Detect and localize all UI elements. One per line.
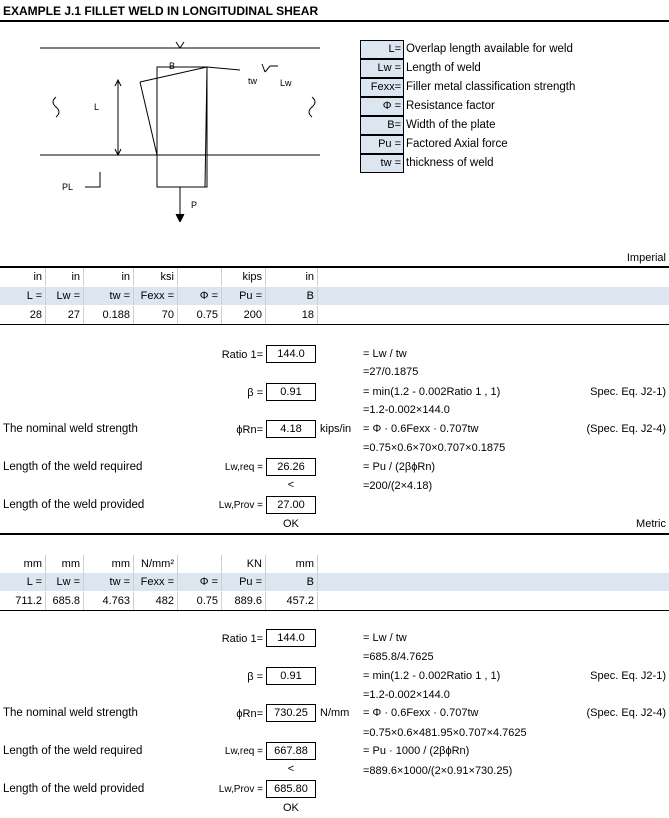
value-cell[interactable]: 482	[134, 592, 178, 610]
page-title: EXAMPLE J.1 FILLET WELD IN LONGITUDINAL SHEAR	[3, 4, 319, 18]
lprov-label: Lw,Prov =	[218, 500, 263, 511]
values-row	[0, 592, 669, 610]
lreq-calc: =200/(2×4.18)	[363, 480, 433, 492]
lreq-label: Lw,req =	[224, 462, 263, 473]
value-cell[interactable]: 889.6	[222, 592, 266, 610]
length-required-label: Length of the weld required	[3, 745, 143, 757]
lprov-value: 685.80	[266, 780, 316, 798]
symbol-cell: B	[266, 287, 318, 305]
ratio-label: Ratio 1=	[221, 349, 263, 361]
value-cell[interactable]: 200	[222, 306, 266, 324]
unit-cell: KN	[222, 555, 266, 573]
legend-sym: B=	[360, 116, 404, 135]
symbol-cell: Pu =	[222, 287, 266, 305]
value-cell[interactable]: 4.763	[84, 592, 134, 610]
table-bottom-border	[0, 610, 669, 611]
value-cell[interactable]: 0.188	[84, 306, 134, 324]
beta-calc: =1.2-0.002×144.0	[363, 689, 450, 701]
value-cell[interactable]: 18	[266, 306, 318, 324]
legend-sym: tw =	[360, 154, 404, 173]
phiRn-formula: = Φ · 0.6Fexx · 0.707tw	[363, 707, 479, 719]
unit-cell: in	[84, 268, 134, 286]
value-cell[interactable]: 0.75	[178, 592, 222, 610]
ok-status: OK	[283, 802, 299, 814]
symbol-cell: L =	[0, 573, 46, 591]
beta-formula: = min(1.2 - 0.002Ratio 1 , 1)	[363, 386, 501, 398]
lreq-value: 26.26	[266, 458, 316, 476]
nominal-strength-label: The nominal weld strength	[3, 423, 138, 435]
lprov-label: Lw,Prov =	[218, 784, 263, 795]
nominal-strength-label: The nominal weld strength	[3, 707, 138, 719]
phiRn-formula: = Φ · 0.6Fexx · 0.707tw	[363, 423, 479, 435]
value-cell[interactable]: 685.8	[46, 592, 84, 610]
lreq-label: Lw,req =	[224, 746, 263, 757]
beta-formula: = min(1.2 - 0.002Ratio 1 , 1)	[363, 670, 501, 682]
phiRn-spec: (Spec. Eq. J2-4)	[586, 707, 666, 719]
units-row	[0, 268, 669, 286]
ok-status: OK	[283, 518, 299, 530]
phiRn-calc: =0.75×0.6×70×0.707×0.1875	[363, 442, 506, 454]
unit-cell: in	[46, 268, 84, 286]
legend-sym: L=	[360, 40, 404, 59]
weld-diagram	[0, 22, 350, 222]
imperial-label: Imperial	[626, 252, 666, 264]
symbol-cell: Φ =	[178, 573, 222, 591]
value-cell[interactable]: 70	[134, 306, 178, 324]
legend-desc: Factored Axial force	[406, 138, 508, 150]
symbols-row	[0, 287, 669, 305]
phiRn-spec: (Spec. Eq. J2-4)	[586, 423, 666, 435]
lreq-calc: =889.6×1000/(2×0.91×730.25)	[363, 765, 513, 777]
lreq-formula: = Pu / (2βϕRn)	[363, 461, 436, 473]
ratio-formula: = Lw / tw	[363, 632, 407, 644]
legend-desc: Overlap length available for weld	[406, 43, 573, 55]
legend-desc: Filler metal classification strength	[406, 81, 576, 93]
legend-sym: Fexx=	[360, 78, 404, 97]
legend-sym: Φ =	[360, 97, 404, 116]
legend-desc: Length of weld	[406, 62, 481, 74]
less-than-sign: <	[287, 479, 295, 491]
value-cell[interactable]: 28	[0, 306, 46, 324]
less-than-sign: <	[287, 763, 295, 775]
unit-cell: kips	[222, 268, 266, 286]
symbol-cell: L =	[0, 287, 46, 305]
symbol-cell: Lw =	[46, 573, 84, 591]
phiRn-unit: N/mm	[320, 707, 350, 719]
symbol-cell: B	[266, 573, 318, 591]
unit-cell: mm	[46, 555, 84, 573]
symbol-cell: tw =	[84, 573, 134, 591]
unit-cell: N/mm²	[134, 555, 178, 573]
diagram-B: B	[169, 61, 176, 71]
beta-value: 0.91	[266, 667, 316, 685]
length-provided-label: Length of the weld provided	[3, 783, 145, 795]
legend-desc: Width of the plate	[406, 119, 496, 131]
unit-cell	[178, 268, 222, 286]
beta-spec: Spec. Eq. J2-1)	[590, 386, 666, 398]
metric-label: Metric	[636, 518, 666, 530]
beta-label: β =	[247, 671, 263, 683]
ratio-formula: = Lw / tw	[363, 348, 407, 360]
unit-cell: in	[266, 268, 318, 286]
diagram-P: P	[191, 200, 198, 210]
values-row	[0, 306, 669, 324]
unit-cell	[178, 555, 222, 573]
units-row	[0, 555, 669, 573]
diagram-L: L	[94, 102, 100, 112]
lprov-value: 27.00	[266, 496, 316, 514]
symbol-cell: Φ =	[178, 287, 222, 305]
section-divider	[0, 533, 669, 535]
value-cell[interactable]: 27	[46, 306, 84, 324]
symbol-cell: Fexx =	[134, 287, 178, 305]
legend-desc: thickness of weld	[406, 157, 494, 169]
legend-sym: Lw =	[360, 59, 404, 78]
ratio-value: 144.0	[266, 629, 316, 647]
value-cell[interactable]: 457.2	[266, 592, 318, 610]
ratio-calc: =685.8/4.7625	[363, 651, 434, 663]
ratio-value: 144.0	[266, 345, 316, 363]
lreq-formula: = Pu · 1000 / (2βϕRn)	[363, 745, 470, 757]
symbols-row	[0, 573, 669, 591]
phiRn-calc: =0.75×0.6×481.95×0.707×4.7625	[363, 727, 527, 739]
phiRn-value: 4.18	[266, 420, 316, 438]
phiRn-value: 730.25	[266, 704, 316, 722]
lreq-value: 667.88	[266, 742, 316, 760]
phiRn-label: ϕRn=	[236, 708, 263, 720]
beta-label: β =	[247, 387, 263, 399]
beta-spec: Spec. Eq. J2-1)	[590, 670, 666, 682]
value-cell[interactable]: 711.2	[0, 592, 46, 610]
legend-sym: Pu =	[360, 135, 404, 154]
ratio-label: Ratio 1=	[221, 633, 263, 645]
unit-cell: ksi	[134, 268, 178, 286]
symbol-cell: Pu =	[222, 573, 266, 591]
value-cell[interactable]: 0.75	[178, 306, 222, 324]
diagram-PL: PL	[62, 182, 74, 192]
beta-value: 0.91	[266, 383, 316, 401]
diagram-tw: tw	[248, 76, 257, 86]
table-bottom-border	[0, 324, 669, 325]
unit-cell: mm	[0, 555, 46, 573]
symbol-cell: Lw =	[46, 287, 84, 305]
length-required-label: Length of the weld required	[3, 461, 143, 473]
phiRn-unit: kips/in	[320, 423, 352, 435]
ratio-calc: =27/0.1875	[363, 366, 419, 378]
unit-cell: mm	[266, 555, 318, 573]
legend-desc: Resistance factor	[406, 100, 495, 112]
beta-calc: =1.2-0.002×144.0	[363, 404, 450, 416]
symbol-cell: Fexx =	[134, 573, 178, 591]
unit-cell: mm	[84, 555, 134, 573]
length-provided-label: Length of the weld provided	[3, 499, 145, 511]
unit-cell: in	[0, 268, 46, 286]
phiRn-label: ϕRn=	[236, 424, 263, 436]
diagram-Lw: Lw	[280, 78, 292, 88]
symbol-cell: tw =	[84, 287, 134, 305]
